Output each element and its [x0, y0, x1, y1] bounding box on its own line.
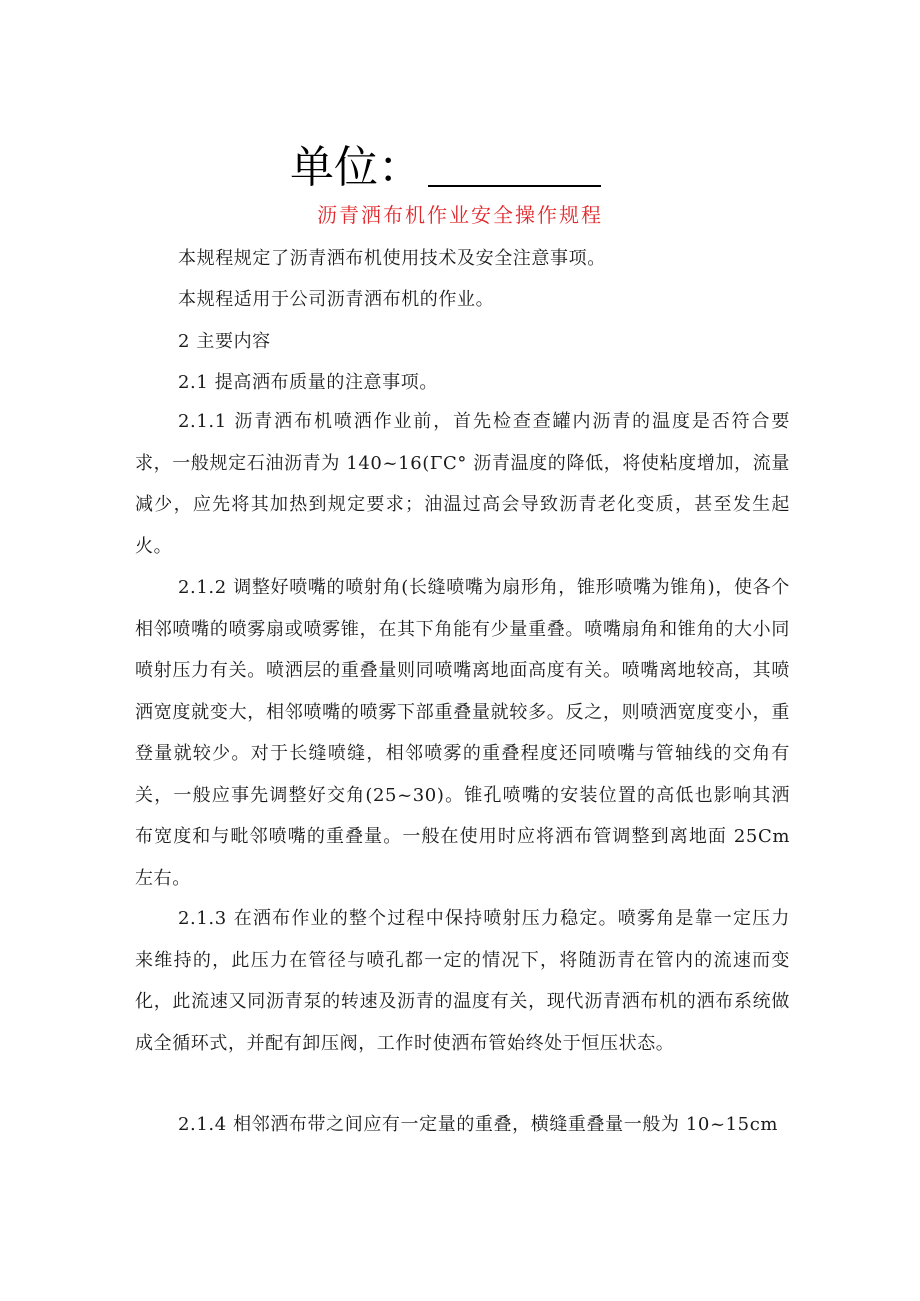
unit-label: 单位：: [290, 142, 422, 193]
paragraph-scope: 本规程规定了沥青洒布机使用技术及安全注意事项。: [178, 248, 606, 269]
unit-fill-line: [428, 185, 601, 187]
section-heading-2-1: 2.1 提高洒布质量的注意事项。: [178, 372, 438, 393]
clause-2-1-2: 2.1.2 调整好喷嘴的喷射角(长缝喷嘴为扇形角，锥形喷嘴为锥角)，使各个相邻喷嘴的喷雾扇或喷雾锥，在其下角能有少量重叠。喷嘴扇角和锥角的大小同喷射压力有关。喷洒层的重叠量则同喷嘴离地面高度有关。喷嘴离地较高，其喷洒宽度就变大，相邻喷嘴的喷雾下部重叠量就较多。反之，则喷洒宽度变小，重登量就较少。对于长缝喷缝，相邻喷雾的重叠程度还同喷嘴与管轴线的交角有关，一般应事先调整好交角(25~30)。锥孔喷嘴的安装位置的高低也影响其洒布宽度和与毗邻喷嘴的重叠量。一般在使用时应将洒布管调整到离地面 25Cm 左右。: [135, 577, 790, 889]
clause-2-1-4: 2.1.4 相邻洒布带之间应有一定量的重叠，横缝重叠量一般为 10~15cm: [178, 1114, 779, 1135]
clause-2-1-3: 2.1.3 在洒布作业的整个过程中保持喷射压力稳定。喷雾角是靠一定压力来维持的，此压力在管径与喷孔都一定的情况下，将随沥青在管内的流速而变化，此流速又同沥青泵的转速及沥青的温度有关，现代沥青洒布机的洒布系统做成全循环式，并配有卸压阀，工作时使洒布管始终处于恒压状态。: [135, 908, 790, 1054]
clause-2-1-1: 2.1.1 沥青洒布机喷洒作业前，首先检查查罐内沥青的温度是否符合要求，一般规定石油沥青为 140~16(ΓC° 沥青温度的降低，将使粘度增加，流量减少，应先将其加热到规定要求；油温过高会导致沥青老化变质，甚至发生起火。: [135, 411, 790, 557]
document-title: 沥青洒布机作业安全操作规程: [317, 203, 603, 227]
paragraph-applicability: 本规程适用于公司沥青洒布机的作业。: [178, 289, 495, 310]
section-heading-2: 2 主要内容: [178, 331, 271, 352]
